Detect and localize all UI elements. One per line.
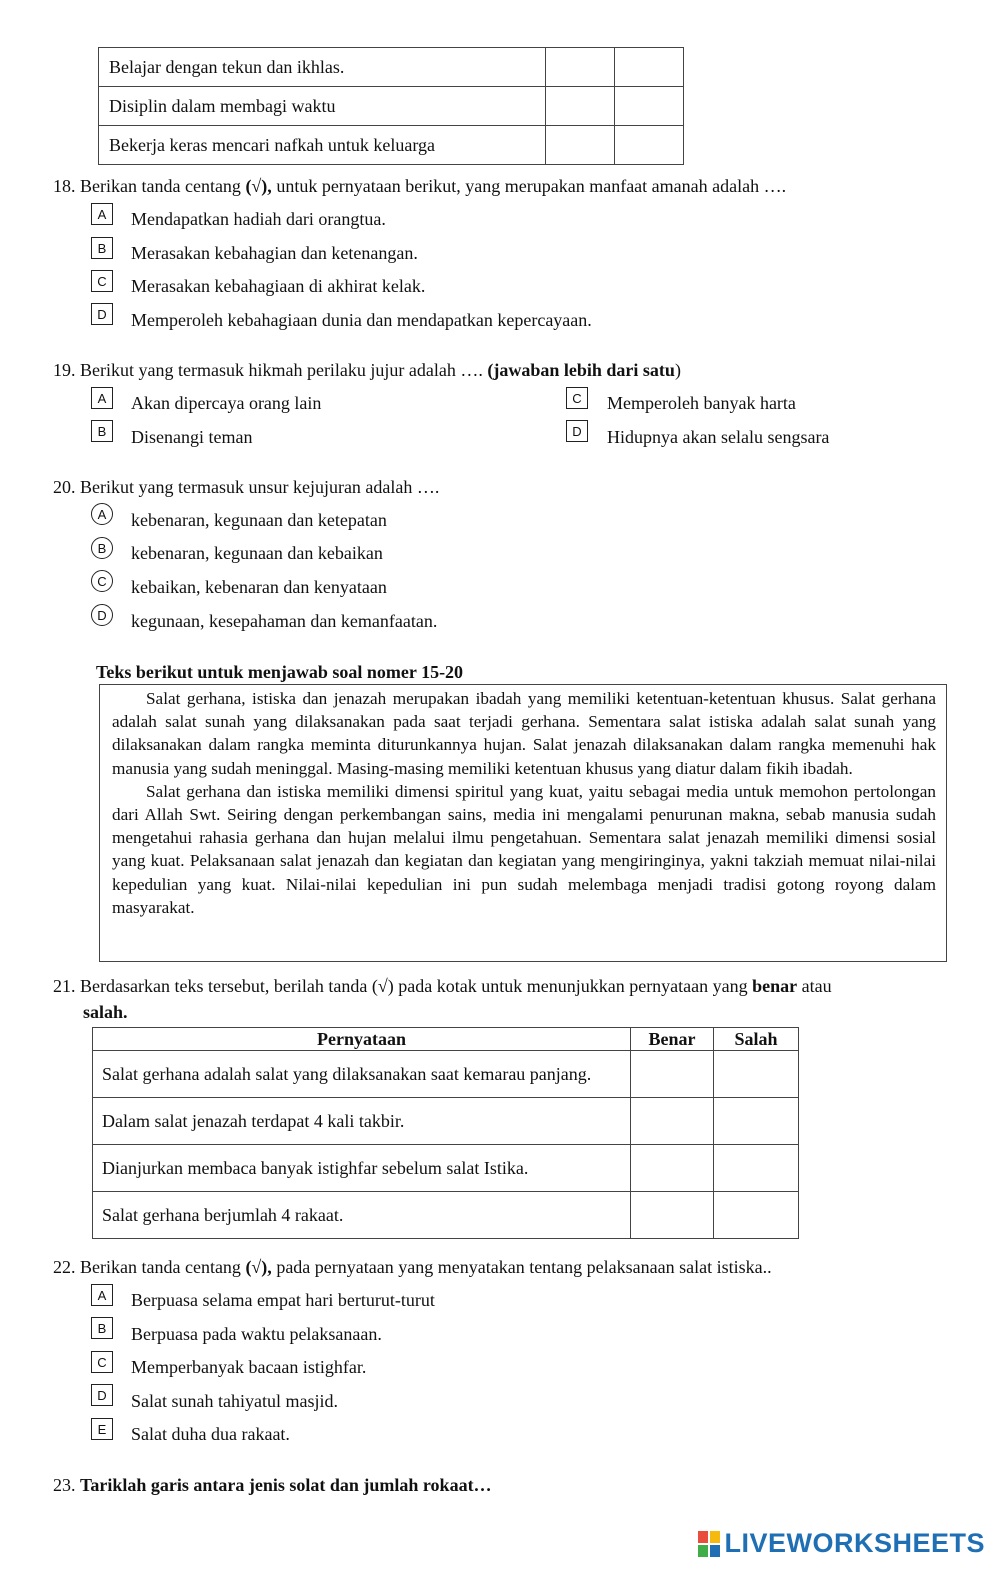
check-cell[interactable] — [615, 87, 684, 126]
option-checkbox-e[interactable]: E — [91, 1418, 113, 1440]
option-text: kebenaran, kegunaan dan kebaikan — [131, 543, 383, 563]
check-cell[interactable] — [615, 126, 684, 165]
option-checkbox-c[interactable]: C — [91, 1351, 113, 1373]
passage-box — [99, 684, 947, 962]
option-text: Berpuasa selama empat hari berturut-turut — [131, 1290, 435, 1310]
option-checkbox-b[interactable]: B — [91, 420, 113, 442]
question-text-end: pada pernyataan yang menyatakan tentang pelaksanaan salat istiska.. — [271, 1257, 772, 1277]
option-checkbox-a[interactable]: A — [91, 203, 113, 225]
question-22 — [53, 1257, 772, 1278]
option-text: Merasakan kebahagian dan ketenangan. — [131, 243, 418, 263]
option-text: kegunaan, kesepahaman dan kemanfaatan. — [131, 611, 438, 631]
question-bold: (√), — [245, 1257, 272, 1277]
passage-paragraph: Salat gerhana dan istiska memiliki dimensi spiritul yang kuat, yaitu sebagai media untuk memohon pertolongan dari Allah Swt. Seiring dengan perkembangan sains, media ini mengalami penurunan makna, sebab manusia sudah mengetahui rahasia gerhana dan hujan melalui ilmu pengetahuan. Sementara salat jenazah memiliki dimensi sosial yang kuat. Pelaksanaan salat jenazah dan kegiatan dan kegiatan yang mengiringinya, yakni takziah memuat nilai-nilai kepedulian yang kuat. Nilai-nilai kepedulian ini pun sudah melembaga menjadi tradisi gotong royong dalam masyarakat. — [112, 781, 936, 917]
table-cell: Bekerja keras mencari nafkah untuk keluarga — [99, 126, 546, 165]
option-checkbox-d[interactable]: D — [91, 303, 113, 325]
option-checkbox-d[interactable]: D — [566, 420, 588, 442]
logo-text: LIVEWORKSHEETS — [724, 1528, 985, 1558]
question-bold: salah. — [83, 1002, 128, 1022]
statement-cell: Salat gerhana berjumlah 4 rakaat. — [93, 1192, 631, 1239]
benar-check-cell[interactable] — [631, 1051, 714, 1098]
table-header-row — [93, 1028, 799, 1051]
table-cell: Disiplin dalam membagi waktu — [99, 87, 546, 126]
option-text: Memperoleh banyak harta — [607, 393, 796, 413]
question-number: 23. — [53, 1475, 76, 1495]
table-row — [93, 1192, 799, 1239]
salah-check-cell[interactable] — [714, 1098, 799, 1145]
question-number: 21. — [53, 976, 76, 996]
true-false-table — [92, 1027, 799, 1239]
logo-icon — [698, 1531, 720, 1557]
salah-check-cell[interactable] — [714, 1145, 799, 1192]
statement-cell: Dalam salat jenazah terdapat 4 kali takbir. — [93, 1098, 631, 1145]
question-bold: (jawaban lebih dari satu — [487, 360, 675, 380]
header-statement: Pernyataan — [93, 1028, 631, 1051]
top-table — [98, 47, 684, 165]
option-checkbox-b[interactable]: B — [91, 1317, 113, 1339]
option-text: Berpuasa pada waktu pelaksanaan. — [131, 1324, 382, 1344]
option-text: Salat duha dua rakaat. — [131, 1424, 290, 1444]
statement-cell: Salat gerhana adalah salat yang dilaksanakan saat kemarau panjang. — [93, 1051, 631, 1098]
option-text: kebenaran, kegunaan dan ketepatan — [131, 510, 387, 530]
question-20 — [53, 477, 439, 498]
option-checkbox-a[interactable]: A — [91, 1284, 113, 1306]
question-number: 19. — [53, 360, 76, 380]
header-benar: Benar — [631, 1028, 714, 1051]
option-text: Salat sunah tahiyatul masjid. — [131, 1391, 338, 1411]
passage-paragraph: Salat gerhana, istiska dan jenazah merupakan ibadah yang memiliki ketentuan-ketentuan khusus. Salat gerhana adalah salat sunah yang dilaksanakan pada saat terjadi gerhana. Sementara salat istiska adalah salat sunah yang dilaksanakan dalam rangka meminta diturunkannya hujan. Salat jenazah dilaksanakan dalam rangka memenuhi hak manusia yang sudah meninggal. Masing-masing memiliki ketentuan khusus yang diatur dalam fikih ibadah. — [112, 689, 936, 778]
question-23 — [53, 1475, 492, 1496]
question-text-end: atau — [797, 976, 832, 996]
option-checkbox-d[interactable]: D — [91, 1384, 113, 1406]
option-text: kebaikan, kebenaran dan kenyataan — [131, 577, 387, 597]
table-row — [93, 1098, 799, 1145]
benar-check-cell[interactable] — [631, 1145, 714, 1192]
question-18 — [53, 176, 786, 197]
table-row — [99, 87, 684, 126]
header-salah: Salah — [714, 1028, 799, 1051]
table-row — [99, 126, 684, 165]
question-bold: Tariklah garis antara jenis solat dan jumlah rokaat… — [80, 1475, 492, 1495]
option-text: Merasakan kebahagiaan di akhirat kelak. — [131, 276, 426, 296]
check-cell[interactable] — [546, 48, 615, 87]
question-text: Berdasarkan teks tersebut, berilah tanda (√) pada kotak untuk menunjukkan pernyataan yang — [80, 976, 753, 996]
option-checkbox-c[interactable]: C — [91, 270, 113, 292]
option-checkbox-b[interactable]: B — [91, 237, 113, 259]
question-number: 20. — [53, 477, 76, 497]
check-cell[interactable] — [546, 126, 615, 165]
statement-cell: Dianjurkan membaca banyak istighfar sebelum salat Istika. — [93, 1145, 631, 1192]
option-radio-d[interactable]: D — [91, 604, 113, 626]
question-number: 18. — [53, 176, 76, 196]
option-checkbox-a[interactable]: A — [91, 387, 113, 409]
option-radio-b[interactable]: B — [91, 537, 113, 559]
option-text: Memperbanyak bacaan istighfar. — [131, 1357, 367, 1377]
benar-check-cell[interactable] — [631, 1098, 714, 1145]
table-cell: Belajar dengan tekun dan ikhlas. — [99, 48, 546, 87]
question-text: Berikan tanda centang — [80, 176, 246, 196]
check-cell[interactable] — [615, 48, 684, 87]
question-text: Berikut yang termasuk unsur kejujuran adalah …. — [80, 477, 440, 497]
liveworksheets-logo — [698, 1528, 985, 1559]
option-text: Disenangi teman — [131, 427, 253, 447]
option-text: Memperoleh kebahagiaan dunia dan mendapatkan kepercayaan. — [131, 310, 592, 330]
passage-heading: Teks berikut untuk menjawab soal nomer 15-20 — [96, 662, 464, 682]
question-bold: benar — [752, 976, 798, 996]
table-row — [93, 1145, 799, 1192]
question-number: 22. — [53, 1257, 76, 1277]
question-19 — [53, 360, 681, 381]
question-21-continued — [83, 1002, 128, 1023]
question-text: Berikut yang termasuk hikmah perilaku jujur adalah …. — [80, 360, 488, 380]
table-row — [93, 1051, 799, 1098]
option-radio-a[interactable]: A — [91, 503, 113, 525]
benar-check-cell[interactable] — [631, 1192, 714, 1239]
option-checkbox-c[interactable]: C — [566, 387, 588, 409]
question-text: Berikan tanda centang — [80, 1257, 246, 1277]
option-text: Akan dipercaya orang lain — [131, 393, 322, 413]
question-text-end: ) — [674, 360, 681, 380]
option-text: Mendapatkan hadiah dari orangtua. — [131, 209, 386, 229]
question-text-end: untuk pernyataan berikut, yang merupakan manfaat amanah adalah …. — [271, 176, 787, 196]
salah-check-cell[interactable] — [714, 1192, 799, 1239]
question-21 — [53, 976, 832, 997]
question-bold: (√), — [245, 176, 272, 196]
salah-check-cell[interactable] — [714, 1051, 799, 1098]
check-cell[interactable] — [546, 87, 615, 126]
option-text: Hidupnya akan selalu sengsara — [607, 427, 830, 447]
table-row — [99, 48, 684, 87]
option-radio-c[interactable]: C — [91, 570, 113, 592]
